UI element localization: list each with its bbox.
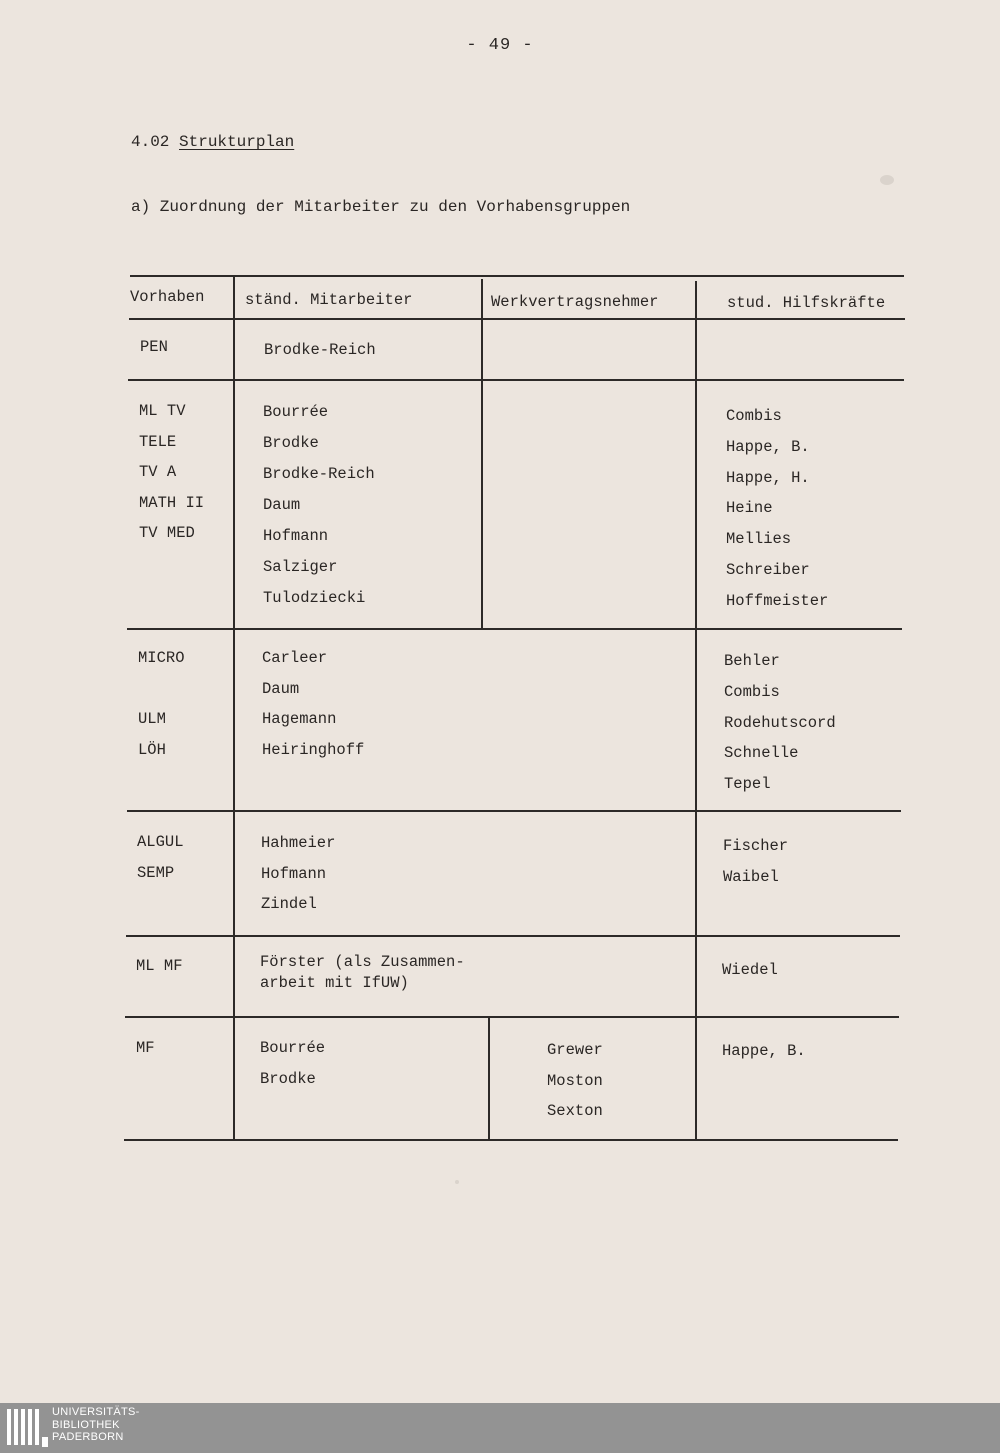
vorhaben-label: TV MED	[139, 524, 195, 542]
mitarbeiter-name: Brodke-Reich	[263, 465, 375, 483]
mitarbeiter-name: arbeit mit IfUW)	[260, 973, 409, 992]
library-name	[52, 1406, 140, 1444]
vorhaben-label: ML TV	[139, 402, 186, 420]
table-rule	[127, 628, 902, 630]
vorhaben-label: MF	[136, 1039, 155, 1057]
section-number: 4.02	[131, 133, 170, 151]
werkvertrag-name: Grewer	[547, 1041, 603, 1059]
library-logo-icon	[4, 1407, 50, 1449]
vorhaben-label: MATH II	[139, 493, 205, 512]
mitarbeiter-name: Brodke-Reich	[264, 341, 376, 359]
mitarbeiter-name: Zindel	[261, 895, 317, 913]
mitarbeiter-cell	[263, 397, 375, 614]
mitarbeiter-name: Heiringhoff	[262, 740, 365, 759]
header-mitarbeiter: ständ. Mitarbeiter	[245, 291, 413, 309]
table-rule	[125, 1016, 899, 1018]
header-vorhaben: Vorhaben	[130, 288, 205, 306]
mitarbeiter-cell	[260, 952, 465, 993]
library-name-line: BIBLIOTHEK	[52, 1418, 120, 1431]
vorhaben-label: PEN	[140, 338, 168, 356]
table-rule	[130, 275, 904, 277]
werkvertrag-name: Moston	[547, 1071, 603, 1090]
vorhaben-cell	[136, 951, 183, 982]
table-column-rule	[488, 1016, 490, 1139]
library-footer	[0, 1403, 1000, 1453]
hilfskraefte-cell	[726, 401, 828, 617]
vorhaben-cell	[139, 396, 204, 549]
mitarbeiter-name: Bourrée	[263, 403, 329, 421]
werkvertrag-name: Sexton	[547, 1102, 603, 1120]
library-name-line: UNIVERSITÄTS-	[52, 1406, 140, 1418]
mitarbeiter-name: Brodke	[260, 1069, 316, 1088]
hilfskraft-name: Tepel	[724, 775, 771, 794]
hilfskraft-name: Happe, B.	[722, 1042, 806, 1060]
hilfskraft-name: Happe, H.	[726, 468, 810, 487]
section-title: Strukturplan	[179, 133, 295, 151]
vorhaben-cell	[138, 643, 185, 765]
vorhaben-cell	[137, 827, 184, 888]
hilfskraft-name: Behler	[724, 652, 780, 670]
paper-smudge	[455, 1180, 459, 1184]
table-rule	[128, 379, 904, 381]
mitarbeiter-cell	[264, 335, 376, 366]
table-rule	[126, 935, 900, 937]
table-rule	[129, 318, 905, 320]
vorhaben-label: LÖH	[138, 740, 166, 759]
hilfskraft-name: Schreiber	[726, 560, 810, 579]
hilfskraefte-cell	[722, 955, 778, 986]
vorhaben-label	[138, 674, 185, 705]
mitarbeiter-name: Daum	[263, 496, 301, 514]
mitarbeiter-name: Förster (als Zusammen-	[260, 953, 465, 971]
vorhaben-label: TV A	[139, 463, 177, 481]
hilfskraft-name: Combis	[726, 407, 782, 425]
table-rule	[127, 810, 901, 812]
mitarbeiter-name: Salziger	[263, 558, 338, 576]
vorhaben-cell	[140, 332, 168, 363]
vorhaben-label: ML MF	[136, 957, 183, 975]
vorhaben-label: SEMP	[137, 863, 175, 882]
table-rule	[124, 1139, 898, 1141]
mitarbeiter-name: Hagemann	[262, 710, 337, 728]
werkvertrag-cell	[547, 1035, 603, 1127]
mitarbeiter-name: Hahmeier	[261, 834, 336, 852]
hilfskraft-name: Happe, B.	[726, 437, 810, 456]
mitarbeiter-name: Hofmann	[261, 864, 327, 883]
table-column-rule	[481, 279, 483, 628]
library-name-line: PADERBORN	[52, 1431, 124, 1443]
hilfskraft-name: Schnelle	[724, 744, 799, 763]
hilfskraft-name: Rodehutscord	[724, 713, 836, 732]
table-column-rule	[233, 277, 235, 1139]
hilfskraefte-cell	[722, 1036, 806, 1067]
vorhaben-label: MICRO	[138, 649, 185, 667]
paper-smudge	[880, 175, 894, 185]
hilfskraft-name: Fischer	[723, 837, 789, 855]
vorhaben-label: ALGUL	[137, 833, 184, 851]
hilfskraft-name: Hoffmeister	[726, 591, 829, 610]
hilfskraefte-cell	[724, 646, 836, 800]
mitarbeiter-cell	[260, 1033, 325, 1094]
mitarbeiter-name: Bourrée	[260, 1039, 326, 1057]
hilfskraft-name: Wiedel	[722, 961, 778, 979]
section-heading	[131, 133, 294, 151]
mitarbeiter-name: Brodke	[263, 434, 319, 452]
page-number: - 49 -	[466, 36, 534, 55]
table-caption: a) Zuordnung der Mitarbeiter zu den Vorhabensgruppen	[131, 198, 631, 216]
header-werkvertrag: Werkvertragsnehmer	[491, 293, 659, 311]
vorhaben-label: ULM	[138, 710, 166, 728]
header-hilfskraefte: stud. Hilfskräfte	[727, 294, 886, 312]
vorhaben-cell	[136, 1033, 155, 1064]
hilfskraft-name: Mellies	[726, 530, 792, 549]
vorhaben-label: TELE	[139, 432, 177, 451]
mitarbeiter-name: Daum	[262, 679, 300, 698]
hilfskraft-name: Combis	[724, 682, 780, 701]
mitarbeiter-name: Tulodziecki	[263, 589, 366, 607]
mitarbeiter-name: Carleer	[262, 649, 328, 667]
mitarbeiter-cell	[261, 828, 335, 920]
mitarbeiter-cell	[262, 643, 364, 765]
mitarbeiter-name: Hofmann	[263, 527, 329, 545]
hilfskraft-name: Heine	[726, 499, 773, 518]
hilfskraft-name: Waibel	[723, 867, 779, 886]
hilfskraefte-cell	[723, 831, 788, 892]
table-column-rule	[695, 281, 697, 1139]
